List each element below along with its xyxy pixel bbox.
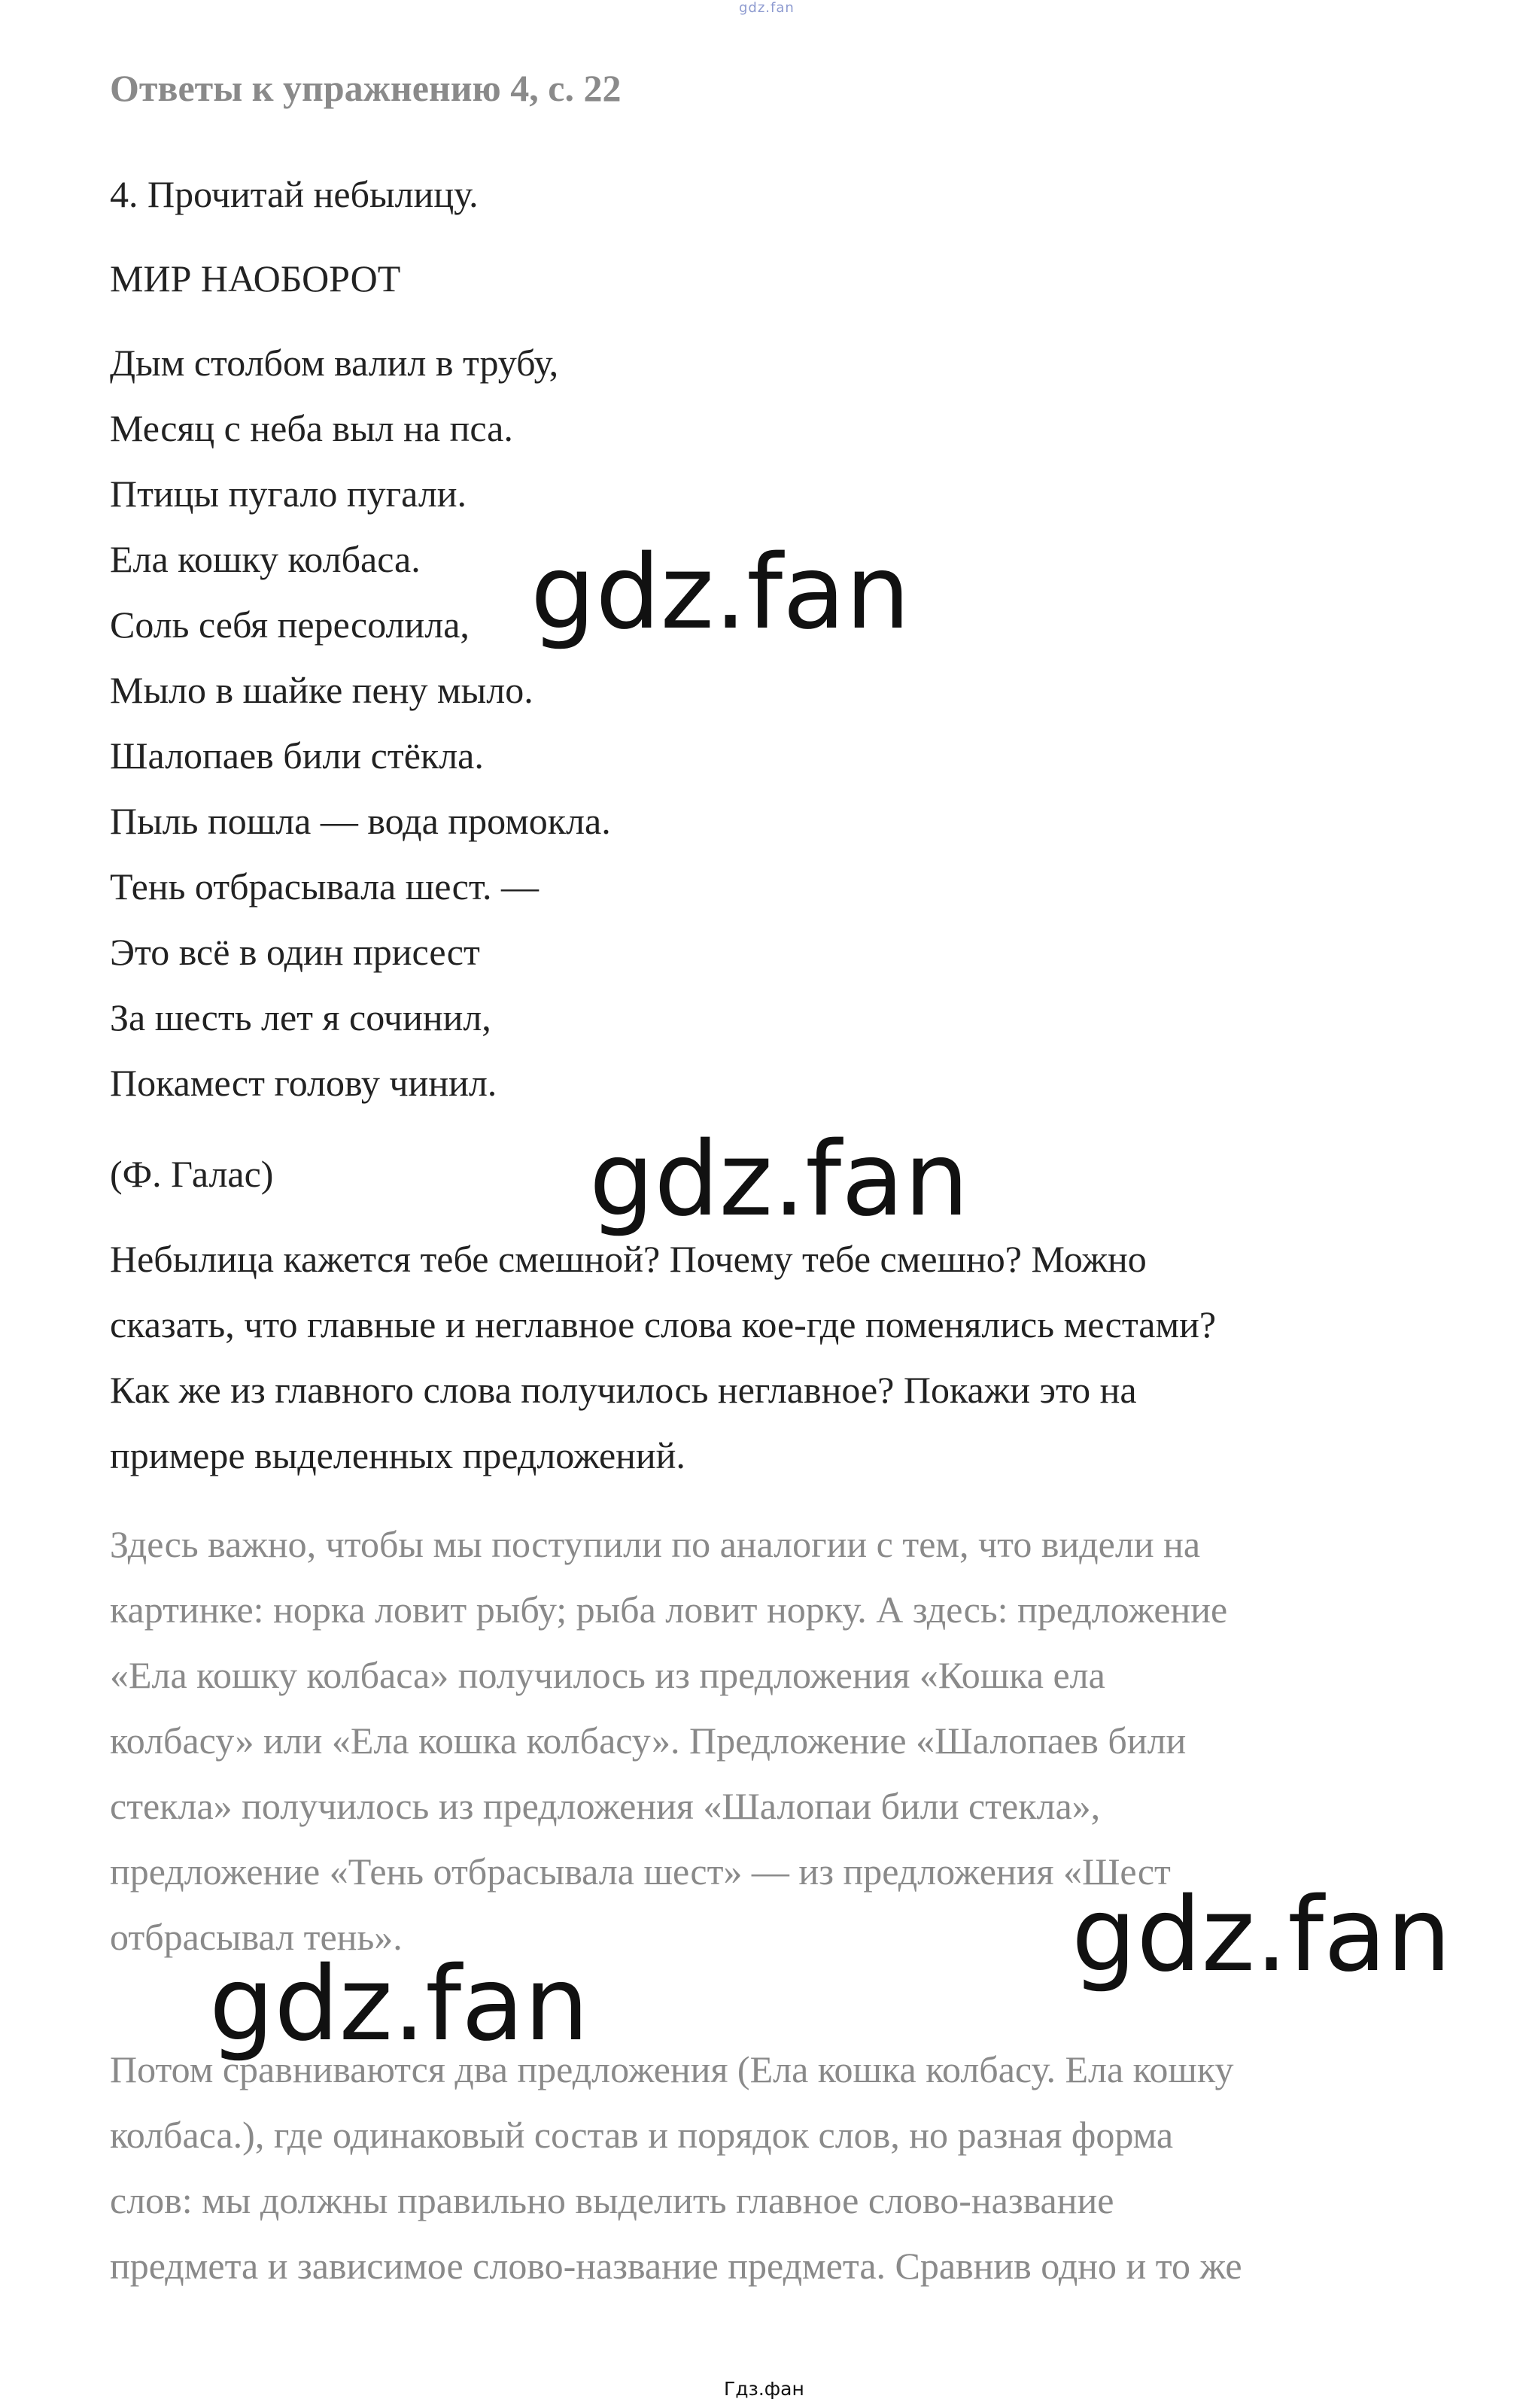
poem-line: Дым столбом валил в трубу, bbox=[110, 342, 559, 384]
watermark: gdz.fan bbox=[209, 1945, 589, 2064]
poem-line: Птицы пугало пугали. bbox=[110, 473, 467, 515]
answer-line: колбаса.), где одинаковый состав и порядок слов, но разная форма bbox=[110, 2114, 1174, 2156]
top-watermark: gdz.fan bbox=[739, 0, 795, 16]
answer-line: картинке: норка ловит рыбу; рыба ловит норку. А здесь: предложение bbox=[110, 1589, 1228, 1631]
question-line: сказать, что главные и неглавное слова кое-где поменялись местами? bbox=[110, 1303, 1217, 1345]
poem-line: Месяц с неба выл на пса. bbox=[110, 407, 513, 449]
poem-line: Шалопаев били стёкла. bbox=[110, 734, 484, 777]
question-line: Небылица кажется тебе смешной? Почему тебе смешно? Можно bbox=[110, 1238, 1147, 1280]
footer-label: Гдз.фан bbox=[724, 2378, 804, 2400]
poem-line: Это всё в один присест bbox=[110, 931, 480, 973]
answer-line: слов: мы должны правильно выделить главное слово-название bbox=[110, 2179, 1114, 2221]
page-title: Ответы к упражнению 4, с. 22 bbox=[110, 67, 622, 109]
question-line: примере выделенных предложений. bbox=[110, 1434, 685, 1476]
poem-line: Покамест голову чинил. bbox=[110, 1062, 497, 1104]
answer-line: предмета и зависимое слово-название предмета. Сравнив одно и то же bbox=[110, 2245, 1242, 2287]
poem-line: Тень отбрасывала шест. — bbox=[110, 865, 539, 908]
task-line: 4. Прочитай небылицу. bbox=[110, 173, 479, 215]
answer-line: Потом сравниваются два предложения (Ела кошка колбасу. Ела кошку bbox=[110, 2048, 1234, 2090]
poem-author: (Ф. Галас) bbox=[110, 1153, 274, 1195]
answer-line: предложение «Тень отбрасывала шест» — из предложения «Шест bbox=[110, 1850, 1171, 1893]
answer-line: Здесь важно, чтобы мы поступили по аналогии с тем, что видели на bbox=[110, 1523, 1201, 1565]
question-line: Как же из главного слова получилось неглавное? Покажи это на bbox=[110, 1369, 1137, 1411]
poem-line: Пыль пошла — вода промокла. bbox=[110, 800, 611, 842]
poem-line: Соль себя пересолила, bbox=[110, 604, 470, 646]
watermark: gdz.fan bbox=[589, 1120, 969, 1239]
poem-title: МИР НАОБОРОТ bbox=[110, 257, 401, 299]
poem-line: Мыло в шайке пену мыло. bbox=[110, 669, 533, 711]
answer-line: отбрасывал тень». bbox=[110, 1916, 403, 1958]
watermark: gdz.fan bbox=[530, 534, 910, 652]
answer-line: колбасу» или «Ела кошка колбасу». Предложение «Шалопаев били bbox=[110, 1719, 1187, 1762]
poem-line: За шесть лет я сочинил, bbox=[110, 996, 491, 1038]
answer-line: стекла» получилось из предложения «Шалопаи били стекла», bbox=[110, 1785, 1101, 1827]
answer-line: «Ела кошку колбаса» получилось из предложения «Кошка ела bbox=[110, 1654, 1105, 1696]
watermark: gdz.fan bbox=[1071, 1876, 1451, 1995]
poem-line: Ела кошку колбаса. bbox=[110, 538, 421, 580]
